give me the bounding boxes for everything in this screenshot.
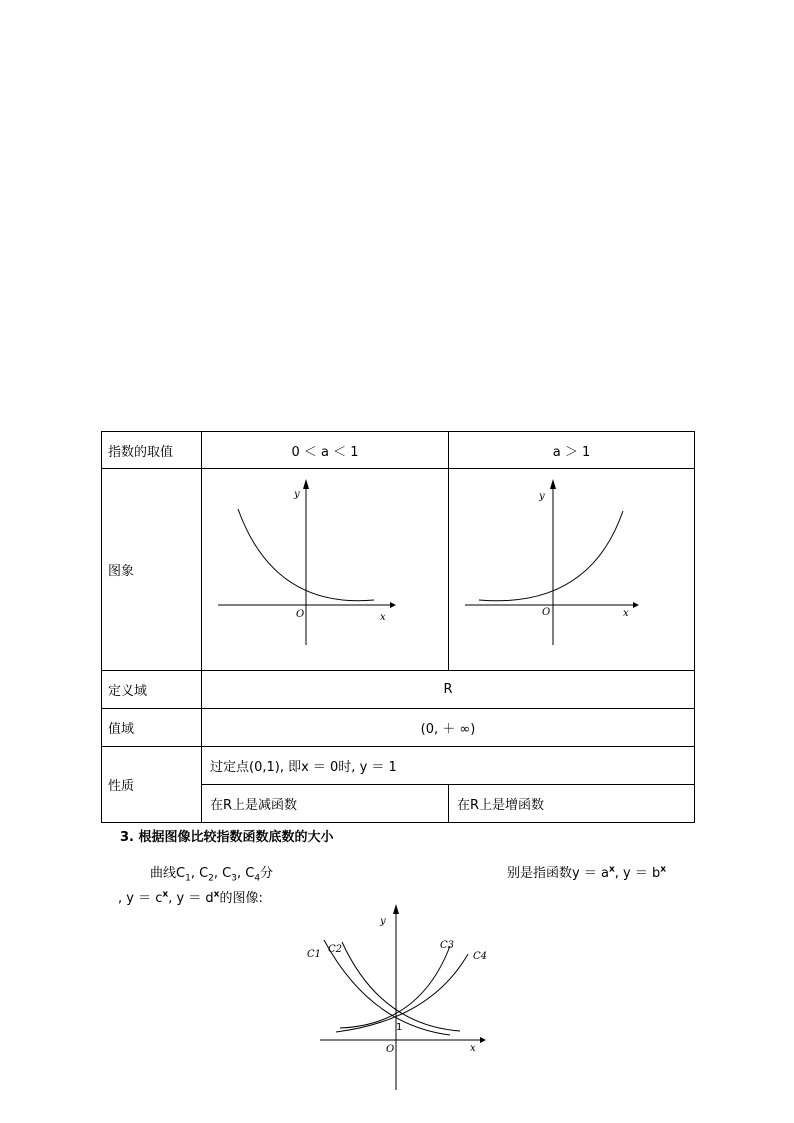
graph-decreasing xyxy=(202,469,448,669)
base-range-large: a ＞ 1 xyxy=(449,432,695,469)
y-axis-label: y xyxy=(539,491,545,503)
x-axis-label: x xyxy=(470,1043,476,1054)
origin-label: O xyxy=(296,609,305,621)
curves-functions-text: 别是指函数$y = a^x$, $y = b^x$ xyxy=(507,864,667,881)
curve-label-c4: C4 xyxy=(473,951,488,962)
base-value-label: 指数的取值 xyxy=(102,432,202,469)
origin-label: O xyxy=(542,607,551,619)
domain-label: 定义域 xyxy=(102,670,202,708)
y-axis-arrow xyxy=(550,479,556,489)
graph-decreasing-cell xyxy=(202,469,449,671)
exponential-function-table xyxy=(101,431,695,823)
curve-label-c2: C2 xyxy=(328,944,343,955)
graph-increasing xyxy=(449,469,694,669)
graph-increasing-cell xyxy=(449,469,695,671)
increasing-curve xyxy=(479,511,623,601)
y-axis-label: y xyxy=(380,916,386,927)
decreasing-property: 在R上是减函数 xyxy=(202,784,449,822)
curves-intro-text: 曲线$C_1$, $C_2$, $C_3$, $C_4$分 xyxy=(150,866,274,884)
range-label: 值域 xyxy=(102,708,202,746)
y-axis-arrow xyxy=(303,479,309,489)
x-axis-arrow xyxy=(390,602,396,608)
y-axis-label: y xyxy=(294,489,300,501)
base-range-small: 0 ＜ a ＜ 1 xyxy=(202,432,449,469)
curve-label-c3: C3 xyxy=(440,940,455,951)
y-axis-arrow xyxy=(393,904,399,914)
four-curves-figure xyxy=(300,900,500,1099)
curves-functions-text-cont: , $y = c^x$, $y = d^x$的图像: xyxy=(118,889,263,906)
x-axis-arrow xyxy=(480,1037,486,1043)
x-axis-label: x xyxy=(623,608,629,620)
x-axis-arrow xyxy=(633,602,639,608)
one-label: 1 xyxy=(396,1022,403,1033)
range-value: (0, ＋ ∞) xyxy=(202,708,695,746)
origin-label: O xyxy=(386,1044,395,1055)
curve-label-c1: C1 xyxy=(307,949,322,960)
fixed-point-property: 过定点(0,1), 即x ＝ 0时, y ＝ 1 xyxy=(202,746,695,784)
increasing-property: 在R上是增函数 xyxy=(449,784,695,822)
curve-c1 xyxy=(324,940,450,1035)
graph-label: 图象 xyxy=(102,469,202,671)
domain-value: R xyxy=(202,670,695,708)
four-curves-svg xyxy=(300,900,500,1095)
x-axis-label: x xyxy=(380,612,386,624)
property-label: 性质 xyxy=(102,746,202,822)
section-heading: 3. 根据图像比较指数函数底数的大小 xyxy=(120,830,334,845)
